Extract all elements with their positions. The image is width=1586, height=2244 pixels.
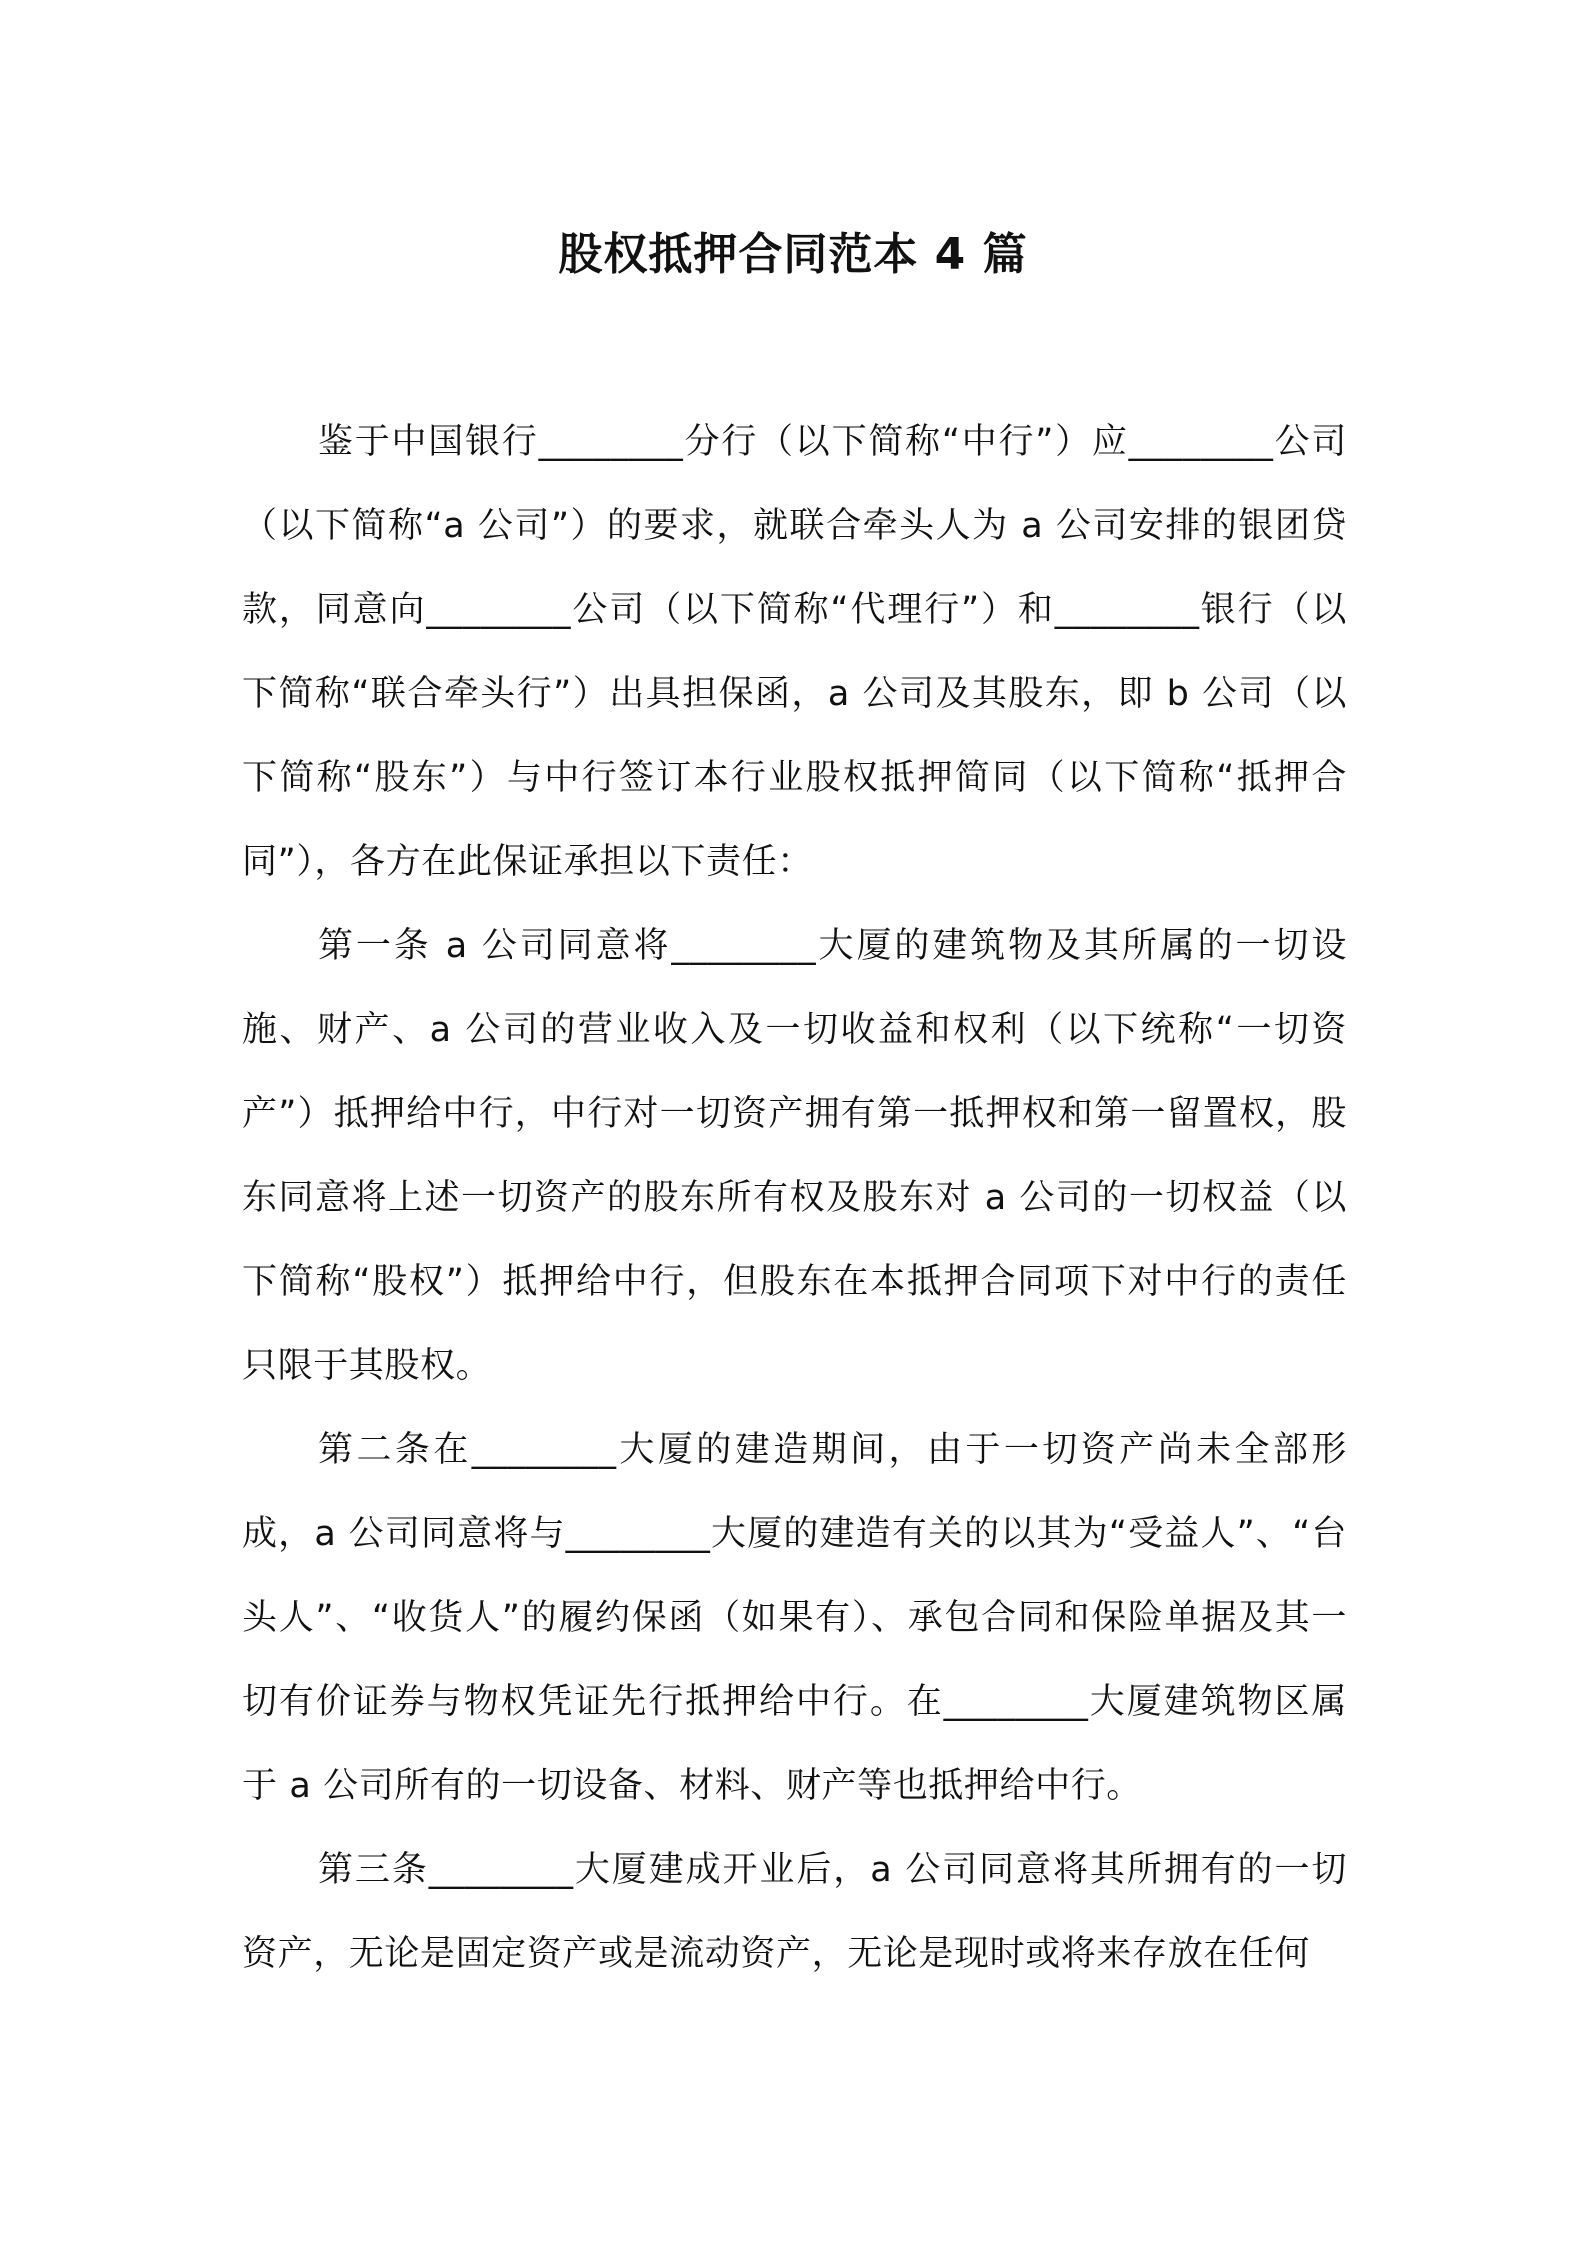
article-1-paragraph: 第一条 a 公司同意将________大厦的建筑物及其所属的一切设施、财产、a 公司的营业收入及一切收益和权利（以下统称“一切资产”）抵押给中行，中行对一切资产拥有第一抵押权和第一留置权，股东同意将上述一切资产的股东所有权及股东对 a 公司的一切权益（以下简称“股权”）抵押给中行，但股东在本抵押合同项下对中行的责任只限于其股权。 xyxy=(242,926,1347,1386)
preamble-paragraph: 鉴于中国银行________分行（以下简称“中行”）应________公司（以下简称“a 公司”）的要求，就联合牵头人为 a 公司安排的银团贷款，同意向________公司（以下简称“代理行”）和________银行（以下简称“联合牵头行”）出具担保函，a 公司及其股东，即 b 公司（以下简称“股东”）与中行签订本行业股权抵押简同（以下简称“抵押合同”），各方在此保证承担以下责任： xyxy=(242,422,1347,882)
article-3-paragraph: 第三条________大厦建成开业后，a 公司同意将其所拥有的一切资产，无论是固定资产或是流动资产，无论是现时或将来存放在任何 xyxy=(242,1850,1347,1974)
article-2-paragraph: 第二条在________大厦的建造期间，由于一切资产尚未全部形成，a 公司同意将与________大厦的建造有关的以其为“受益人”、“台头人”、“收货人”的履约保函（如果有）、承包合同和保险单据及其一切有价证券与物权凭证先行抵押给中行。在________大厦建筑物区属于 a 公司所有的一切设备、材料、财产等也抵押给中行。 xyxy=(242,1430,1347,1806)
document-body xyxy=(242,400,1347,1996)
document-title: 股权抵押合同范本 4 篇 xyxy=(558,229,1028,280)
